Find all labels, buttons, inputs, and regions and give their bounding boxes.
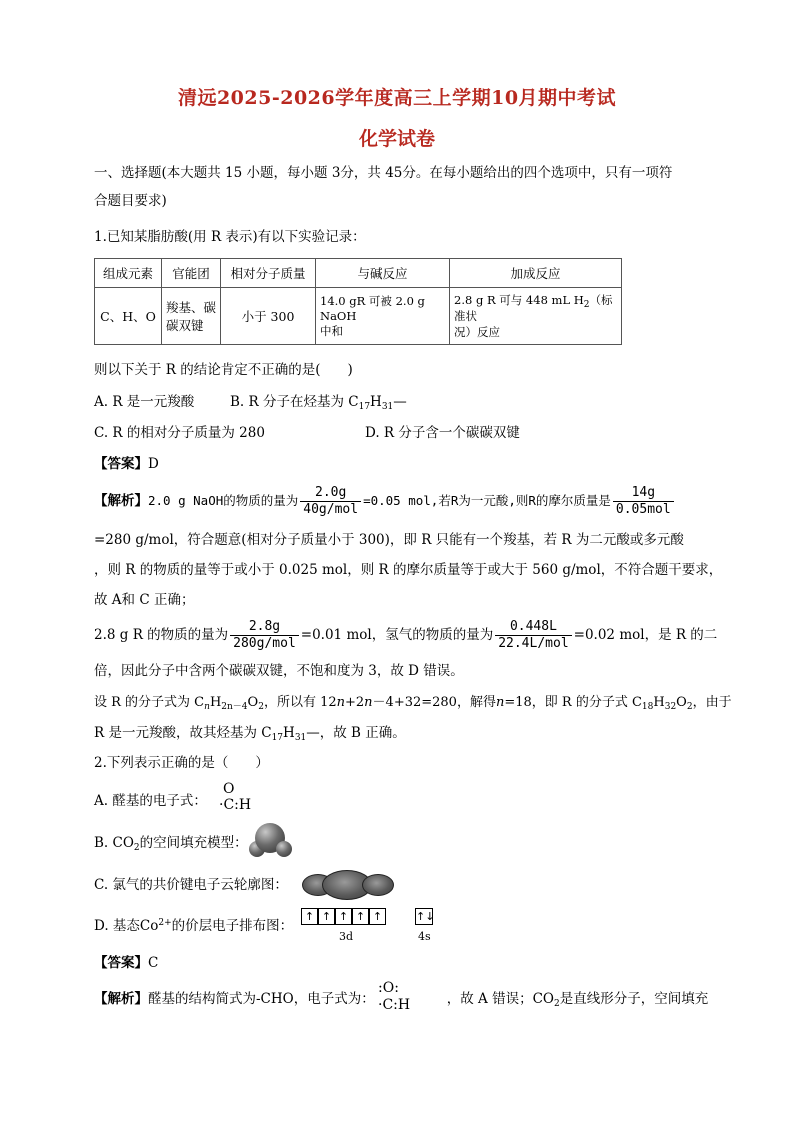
section-intro-line2: 合题目要求) (94, 193, 167, 209)
exam-title: 清远2025-2026学年度高三上学期10月期中考试 (177, 87, 617, 109)
text: （标准状 (454, 293, 613, 323)
q1-question: 则以下关于 R 的结论肯定不正确的是( ) (94, 362, 353, 378)
variable: n (364, 695, 373, 710)
subscript: n (204, 702, 210, 712)
orbital-lobe-icon (362, 874, 394, 896)
table-header: 加成反应 (450, 259, 622, 288)
denominator: 40g/mol (300, 501, 361, 518)
formula-bottom: ·C:H (219, 797, 252, 813)
text: O (676, 695, 687, 710)
cell-text (454, 292, 617, 324)
q1-option-b (230, 393, 407, 411)
experiment-table (94, 258, 622, 345)
text: H (653, 695, 665, 710)
q1-option-c: C. R 的相对分子质量为 280 (94, 425, 265, 441)
cell-text: 况）反应 (454, 325, 500, 339)
text: 的价层电子排布图： (171, 918, 294, 934)
subscript: 17 (358, 402, 371, 412)
text: =18，即 R 的分子式 C (504, 695, 642, 710)
numerator: 2.8g (248, 619, 281, 634)
subscript: 2n－4 (221, 702, 248, 712)
cell-text: 碳双键 (166, 318, 204, 333)
label-3d: 3d (339, 930, 354, 943)
analysis-label: 【解析】 (94, 493, 148, 509)
answer-label: 【答案】 (94, 955, 148, 971)
table-header-row (95, 259, 622, 288)
q1-answer (94, 455, 159, 473)
cell-text: 中和 (320, 324, 343, 338)
denominator: 280g/mol (230, 635, 299, 652)
subscript: 2 (133, 843, 140, 853)
subscript: 31 (294, 733, 307, 743)
text: — (393, 394, 407, 410)
formula-bottom: ·C:H (378, 997, 411, 1013)
text: =0.01 mol，氢气的物质的量为 (300, 627, 494, 643)
text: 设 R 的分子式为 C (94, 695, 205, 710)
answer-value: D (148, 456, 159, 472)
variable: n (336, 695, 345, 710)
q1-stem: 1.已知某脂肪酸(用 R 表示)有以下实验记录： (94, 229, 366, 245)
variable: n (495, 695, 505, 710)
superscript: 2+ (158, 918, 172, 928)
q1-analysis-line2: =280 g/mol，符合题意(相对分子质量小于 300)，即 R 只能有一个羧基，若 R 为二元酸或多元酸 (94, 532, 684, 548)
chlorine-electron-cloud (302, 869, 394, 899)
cell-text: 羧基、碳 (166, 300, 217, 315)
subscript: 2 (686, 702, 693, 712)
cell-molar-mass: 小于 300 (221, 288, 316, 345)
fraction (230, 619, 299, 652)
table-header: 与碱反应 (316, 259, 450, 288)
subscript: 2 (583, 300, 590, 310)
orbital-box-4s: ↑↓ (416, 910, 435, 923)
cell-functional-group (162, 288, 221, 345)
table-header: 相对分子质量 (221, 259, 316, 288)
subscript: 17 (271, 733, 284, 743)
q2-option-a: A. 醛基的电子式： (94, 793, 207, 809)
text: =0.05 mol,若R为一元酸,则R的摩尔质量是 (363, 493, 611, 508)
subscript: 32 (664, 702, 677, 712)
numerator: 2.0g (315, 485, 347, 500)
cell-text: 14.0 gR 可被 2.0 g NaOH (320, 294, 425, 323)
q1-analysis-line7 (94, 694, 732, 712)
oxygen-atom-icon (276, 841, 292, 857)
q1-analysis-line3: ，则 R 的物质的量等于或小于 0.025 mol，则 R 的摩尔质量等于或大于 560 g/mol，不符合题干要求， (94, 562, 723, 578)
formula-top: O (223, 781, 235, 797)
text: 2.8 g R 的物质的量为 (94, 627, 229, 643)
section-intro-line1: 一、选择题(本大题共 15 小题，每小题 3分，共 45分。在每小题给出的四个选项中，只有一项符 (94, 165, 673, 181)
q2-stem: 2.下列表示正确的是（ ） (94, 755, 269, 771)
text: B. R 分子在烃基为 C (230, 394, 359, 410)
exam-subtitle: 化学试卷 (358, 128, 435, 150)
fraction (495, 619, 571, 652)
q1-analysis-line8 (94, 724, 406, 742)
analysis-label: 【解析】 (94, 991, 148, 1007)
text: 2.0 g NaOH的物质的量为 (148, 493, 299, 508)
text: H (283, 725, 295, 741)
answer-value: C (148, 955, 159, 971)
text: +2 (345, 695, 365, 710)
denominator: 22.4L/mol (495, 635, 571, 652)
q2-answer (94, 954, 158, 972)
fraction (613, 485, 674, 518)
q2-option-d (94, 917, 293, 935)
text: B. CO (94, 835, 134, 851)
formula-top: :O: (378, 980, 399, 996)
cell-elements: C、H、O (95, 288, 162, 345)
aldehyde-electron-formula-analysis (378, 981, 428, 1021)
text: ，故 A 错误；CO (446, 991, 554, 1007)
subscript: 2 (258, 702, 264, 712)
subscript: 31 (381, 402, 394, 412)
orbital-diagram (301, 908, 441, 944)
text: R 是一元羧酸，故其烃基为 C (94, 725, 272, 741)
text: H (209, 695, 222, 710)
text: H (370, 394, 382, 410)
q1-analysis-line5 (94, 615, 717, 655)
text: 醛基的结构简式为-CHO，电子式为： (148, 991, 375, 1007)
q1-analysis-line6: 倍，因此分子中含两个碳碳双键，不饱和度为 3，故 D 错误。 (94, 663, 464, 679)
numerator: 0.448L (509, 619, 557, 634)
text: O (247, 695, 259, 710)
subscript: 2 (553, 999, 560, 1009)
table-header: 组成元素 (95, 259, 162, 288)
aldehyde-electron-formula (219, 782, 259, 822)
numerator: 14g (631, 485, 656, 500)
table-header: 官能团 (162, 259, 221, 288)
q2-option-c: C. 氯气的共价键电子云轮廓图： (94, 877, 288, 893)
orbital-box-3d: ↑ (335, 908, 352, 925)
q1-analysis-line1 (94, 481, 676, 521)
text: ，所以有 12 (263, 695, 337, 710)
table-row (95, 288, 622, 345)
denominator: 0.05mol (613, 501, 674, 518)
subscript: 18 (641, 702, 654, 712)
q2-option-b (94, 834, 248, 852)
co2-space-filling-model (246, 823, 296, 861)
q1-option-d: D. R 分子含一个碳碳双键 (365, 425, 520, 441)
cell-base-reaction (316, 288, 450, 345)
cell-addition-reaction (450, 288, 622, 345)
text: 2.8 g R 可与 448 mL H (454, 293, 584, 307)
orbital-box-3d: ↑ (318, 908, 335, 925)
text: =0.02 mol，是 R 的二 (573, 627, 718, 643)
label-4s: 4s (418, 930, 431, 943)
fraction (300, 485, 361, 518)
q1-option-a: A. R 是一元羧酸 (94, 394, 195, 410)
text: ，由于 (692, 695, 732, 710)
text: 是直线形分子，空间填充 (559, 991, 709, 1007)
orbital-box-3d: ↑ (301, 908, 318, 925)
text: －4+32=280，解得 (372, 695, 496, 710)
text: 的空间填充模型： (139, 835, 248, 851)
q1-analysis-line4: 故 A和 C 正确； (94, 592, 195, 608)
orbital-box-3d: ↑ (369, 908, 386, 925)
orbital-box-3d: ↑ (352, 908, 369, 925)
text: —，故 B 正确。 (306, 725, 406, 741)
text: D. 基态Co (94, 918, 159, 934)
answer-label: 【答案】 (94, 456, 148, 472)
